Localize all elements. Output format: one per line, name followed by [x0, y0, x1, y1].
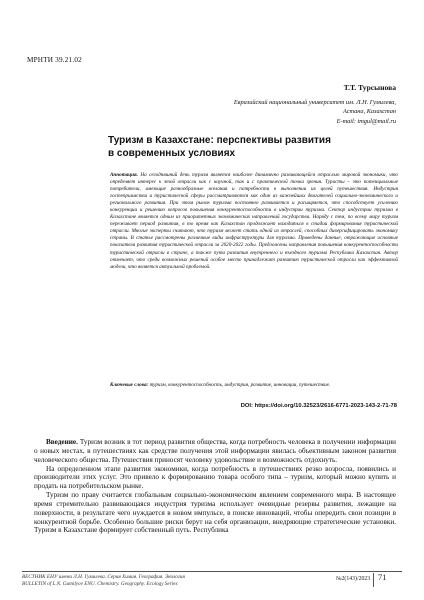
keywords-text: туризм, конкурентоспособность, индустрия, развитие, инновации, путешествие.: [149, 382, 331, 388]
body-paragraph: Туризм по праву считается глобальным социально-экономическим явлением современного мира. В настоящее время стремительно развивающаяся индустрия туризма использует очевидные резервы развития, лежащие на поверхности, в результате чего нуждается в новом импульсе, в поиске инноваций, чтобы опередить свои позиции в конкурентной борьбе. Особенно большие риски берут на себя организации, внедряющие стратегические установки. Туризм в Казахстане формирует собственный путь. Республика: [34, 491, 396, 535]
body-paragraph: [34, 438, 396, 465]
article-body: [34, 438, 396, 535]
keywords: [110, 382, 398, 389]
mrnti-code: МРНТИ 39.21.02: [27, 56, 82, 64]
author-email: E-mail: tmgul@mail.ru: [336, 117, 396, 125]
journal-name-en: BULLETIN of L.N. Gumilyov ENU. Chemistry. Geography. Ecology Series: [22, 581, 178, 588]
author-location: Астана, Казахстан: [342, 108, 396, 116]
author-affiliation: Евразийский национальный университет им. Л.Н. Гумилева,: [233, 99, 396, 106]
abstract-label: Аннотация.: [110, 172, 138, 178]
keywords-label: Ключевые слова:: [110, 382, 149, 388]
footer-separator: [373, 573, 374, 587]
footer-journal: [22, 574, 272, 588]
abstract-text: На сегодняшний день туризм является наиболее динамично развивающейся отраслью мировой экономики, что определяет интерес к этой отрасли как с научной, так и с практической точки зрения. Туристы – это потенциальные потребители, имеющие разнообразные желания и потребности в выполнении их целей путешествия. Индустрия гостеприимства и туристической сферы рассматриваются как один из важнейших двигателей социально-экономического и регионального развития. При этом рынок туризма постоянно развивается и расширяется, что способствует усилению конкуренции и решению вопросов повышения конкурентоспособности в индустрии туризма. Сектор индустрии туризма в Казахстане является одним из приоритетных экономических направлений государства. Наряду с тем, по всему миру туризм переживает период развития, в то время как Казахстан продолжает находиться в стадии формирования туристической отрасли. Многие эксперты считают, что туризм может стать одной из отраслей, способных диверсифицировать экономику страны. В статье рассмотрены различные виды инфраструктуры для туризма. Приведены данные, отражающие основные показатели развития туристической отрасли за 2020-2022 годы. Предложены направления повышения конкурентоспособности туристической отрасли в стране, а также пути развития внутреннего и въездного туризма Республики Казахстан. Автор отмечает, что среди возможных решений особое место принадлежит развитию туристической отрасли как эффективной модели, что является актуальной проблемой.: [110, 172, 398, 270]
intro-text: Туризм возник в тот период развития общества, когда потребность человека в получении информации о новых местах, в путешествиях как средстве получения этой информации явилась объективным законом развития человеческого общества. Путешествия приносят человеку удовольствие и возможность отдохнуть.: [34, 438, 397, 464]
journal-name-ru: ВЕСТНИК ЕНУ имени Л.Н. Гумилева. Серия Химия. География. Экология: [22, 574, 185, 580]
author-block: [196, 83, 396, 126]
intro-label: Введение.: [46, 438, 78, 446]
abstract: [110, 172, 398, 271]
footer-divider: [22, 571, 402, 572]
body-paragraph: На определенном этапе развития экономики, когда потребность в путешествиях резко возросла, появились и производители этих услуг. Это привело к формированию товара особого типа – туризм, который можно купить и продать на потребительском рынке.: [34, 464, 396, 491]
issue-number: №2(143)/2023: [336, 576, 371, 582]
article-title: Туризм в Казахстане: перспективы развития в современных условиях: [108, 135, 331, 159]
page-number: 71: [378, 573, 387, 582]
author-name: Т.Т. Турсынова: [343, 83, 396, 92]
doi-link[interactable]: DOI: https://doi.org/10.32523/2616-6771-2023-143-2-71-78: [240, 403, 397, 409]
